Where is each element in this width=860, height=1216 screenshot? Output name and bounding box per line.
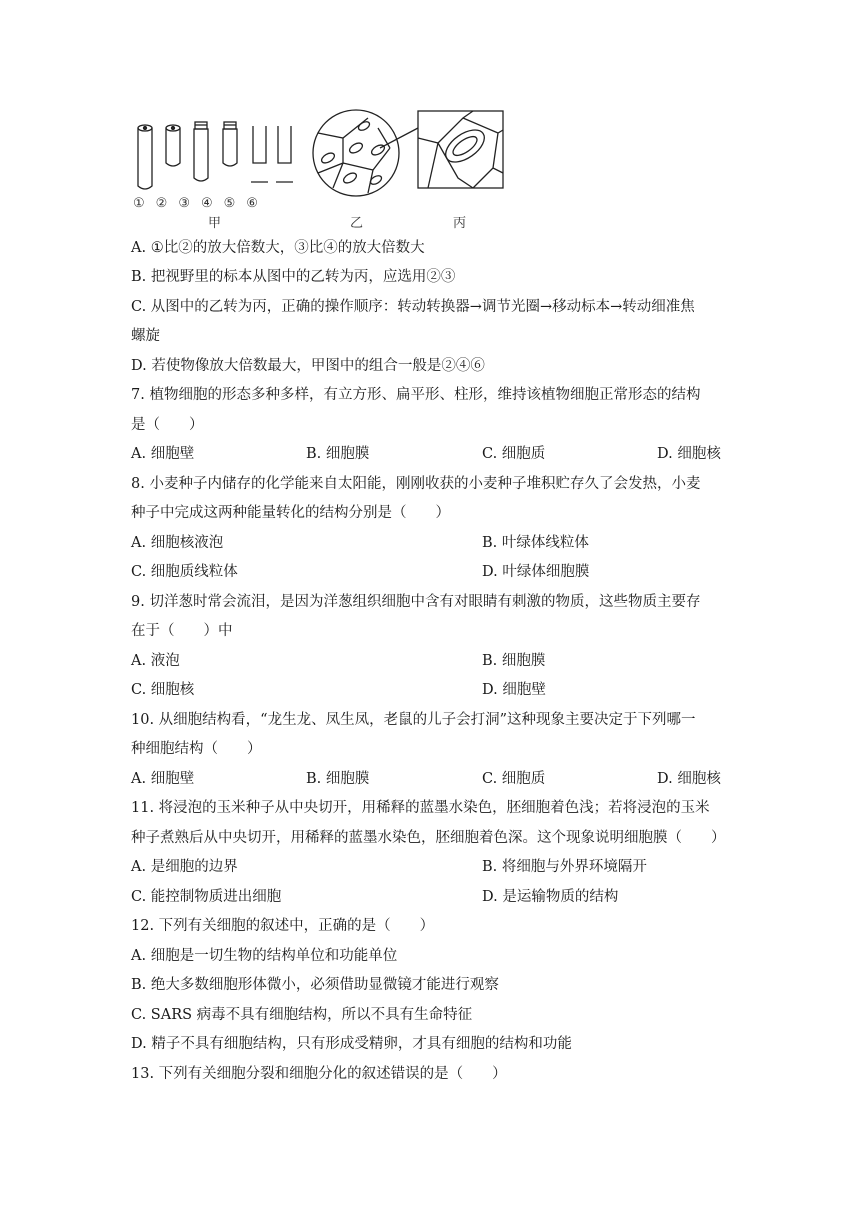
q9-option-b: B. 细胞膜 [482, 653, 546, 669]
q10-option-d: D. 细胞核 [657, 771, 721, 787]
q10-stem-line2: 种细胞结构（ ） [131, 741, 262, 757]
q9-stem-line2: 在于（ ）中 [131, 623, 233, 639]
q11-option-b: B. 将细胞与外界环境隔开 [482, 859, 647, 875]
tube-label: ⑥ [246, 196, 269, 211]
caption-yi: 乙 [350, 216, 364, 231]
q7-option-a: A. 细胞壁 [131, 446, 195, 462]
q7-option-c: C. 细胞质 [482, 446, 546, 462]
q11-stem-line1: 11. 将浸泡的玉米种子从中央切开，用稀释的蓝墨水染色，胚细胞着色浅；若将浸泡的玉米 [131, 800, 710, 816]
q10-option-c: C. 细胞质 [482, 771, 546, 787]
tube-label: ④ [200, 196, 224, 211]
q10-option-a: A. 细胞壁 [131, 771, 195, 787]
tube-label: ② [155, 196, 179, 211]
q12-option-c: C. SARS 病毒不具有细胞结构，所以不具有生命特征 [131, 1007, 473, 1023]
q6-option-c: C. 从图中的乙转为丙，正确的操作顺序：转动转换器→调节光圈→移动标本→转动细准焦 [131, 299, 695, 315]
caption-jia: 甲 [208, 216, 222, 231]
q9-stem-line1: 9. 切洋葱时常会流泪，是因为洋葱组织细胞中含有对眼睛有刺激的物质，这些物质主要存 [131, 594, 701, 610]
q6-option-c-cont: 螺旋 [131, 328, 160, 344]
q6-option-d: D. 若使物像放大倍数最大，甲图中的组合一般是②④⑥ [131, 358, 485, 374]
q11-option-c: C. 能控制物质进出细胞 [131, 889, 282, 905]
q11-option-a: A. 是细胞的边界 [131, 859, 238, 875]
q7-stem-line1: 7. 植物细胞的形态多种多样，有立方形、扁平形、柱形，维持该植物细胞正常形态的结构 [131, 387, 701, 403]
q12-stem: 12. 下列有关细胞的叙述中，正确的是（ ） [131, 918, 435, 934]
q12-option-a: A. 细胞是一切生物的结构单位和功能单位 [131, 948, 398, 964]
q8-option-c: C. 细胞质线粒体 [131, 564, 238, 580]
q6-option-b: B. 把视野里的标本从图中的乙转为丙，应选用②③ [131, 269, 456, 285]
q11-stem-line2: 种子煮熟后从中央切开，用稀释的蓝墨水染色，胚细胞着色深。这个现象说明细胞膜（ ） [131, 830, 726, 846]
q7-option-d: D. 细胞核 [657, 446, 721, 462]
microscope-figure [128, 108, 528, 231]
tube-label: ⑤ [223, 196, 247, 211]
q9-option-a: A. 液泡 [131, 653, 180, 669]
q8-option-a: A. 细胞核液泡 [131, 535, 224, 551]
q8-stem-line2: 种子中完成这两种能量转化的结构分别是（ ） [131, 505, 450, 521]
q9-option-d: D. 细胞壁 [482, 682, 546, 698]
q12-option-b: B. 绝大多数细胞形体微小，必须借助显微镜才能进行观察 [131, 977, 499, 993]
q7-option-b: B. 细胞膜 [306, 446, 370, 462]
q9-option-c: C. 细胞核 [131, 682, 195, 698]
tube-label: ① [133, 196, 156, 211]
q7-stem-line2: 是（ ） [131, 417, 204, 433]
q10-stem-line1: 10. 从细胞结构看，“龙生龙、凤生凤，老鼠的儿子会打洞”这种现象主要决定于下列哪一 [131, 712, 696, 728]
q13-stem: 13. 下列有关细胞分裂和细胞分化的叙述错误的是（ ） [131, 1066, 507, 1082]
q10-option-b: B. 细胞膜 [306, 771, 370, 787]
tube-label: ③ [178, 196, 201, 211]
q11-option-d: D. 是运输物质的结构 [482, 889, 619, 905]
q12-option-d: D. 精子不具有细胞结构，只有形成受精卵，才具有细胞的结构和功能 [131, 1036, 572, 1052]
q8-option-b: B. 叶绿体线粒体 [482, 535, 589, 551]
q8-stem-line1: 8. 小麦种子内储存的化学能来自太阳能，刚刚收获的小麦种子堆积贮存久了会发热，小麦 [131, 476, 701, 492]
q6-option-a: A. ①比②的放大倍数大，③比④的放大倍数大 [131, 240, 425, 256]
q8-option-d: D. 叶绿体细胞膜 [482, 564, 590, 580]
caption-bing: 丙 [453, 216, 467, 231]
